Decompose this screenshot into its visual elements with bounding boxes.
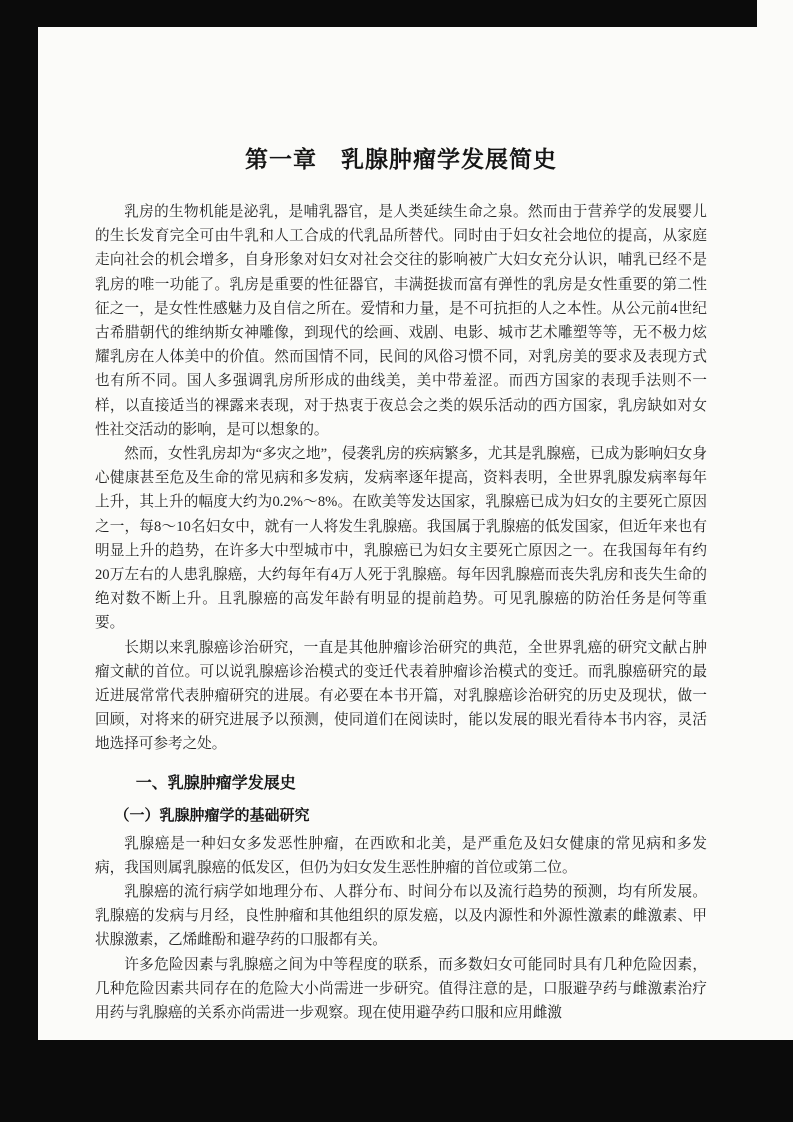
scan-corner-notch	[757, 0, 793, 27]
body-paragraph-1: 乳房的生物机能是泌乳，是哺乳器官，是人类延续生命之泉。然而由于营养学的发展婴儿的生长发育完全可由牛乳和人工合成的代乳品所替代。同时由于妇女社会地位的提高，从家庭走向社会的机会增多，自身形象对妇女对社会交往的影响被广大妇女充分认识，哺乳已经不是乳房的唯一功能了。乳房是重要的性征器官，丰满挺拔而富有弹性的乳房是女性重要的第二性征之一，是女性性感魅力及自信之所在。爱情和力量，是不可抗拒的人之本性。从公元前4世纪古希腊朝代的维纳斯女神雕像，到现代的绘画、戏剧、电影、城市艺术雕塑等等，无不极力炫耀乳房在人体美中的价值。然而国情不同，民间的风俗习惯不同，对乳房美的要求及表现方式也有所不同。国人多强调乳房所形成的曲线美，美中带羞涩。而西方国家的表现手法则不一样，以直接适当的裸露来表现，对于热衷于夜总会之类的娱乐活动的西方国家，乳房缺如对女性社交活动的影响，是可以想象的。	[95, 204, 707, 438]
body-paragraph-5: 乳腺癌的流行病学如地理分布、人群分布、时间分布以及流行趋势的预测，均有所发展。乳腺癌的发病与月经，良性肿瘤和其他组织的原发癌，以及内源性和外源性激素的雌激素、甲状腺激素，乙烯雌酚和避孕药的口服都有关。	[95, 884, 707, 949]
book-page	[38, 27, 793, 1040]
body-paragraph-6: 许多危险因素与乳腺癌之间为中等程度的联系，而多数妇女可能同时具有几种危险因素，几种危险因素共同存在的危险大小尚需进一步研究。值得注意的是，口服避孕药与雌激素治疗用药与乳腺癌的关系亦尚需进一步观察。现在使用避孕药口服和应用雌激	[95, 956, 707, 1022]
page-content	[95, 27, 707, 1025]
subsection-heading: （一）乳腺肿瘤学的基础研究	[114, 807, 310, 824]
body-paragraph-3: 长期以来乳腺癌诊治研究，一直是其他肿瘤诊治研究的典范，全世界乳癌的研究文献占肿瘤文献的首位。可以说乳腺癌诊治模式的变迁代表着肿瘤诊治模式的变迁。而乳腺癌研究的最近进展常常代表肿瘤研究的进展。有必要在本书开篇，对乳腺癌诊治研究的历史及现状，做一回顾，对将来的研究进展予以预测，使同道们在阅读时，能以发展的眼光看待本书内容，灵活地选择可参考之处。	[95, 639, 707, 753]
body-paragraph-4: 乳腺癌是一种妇女多发恶性肿瘤，在西欧和北美，是严重危及妇女健康的常见病和多发病，我国则属乳腺癌的低发区，但仍为妇女发生恶性肿瘤的首位或第二位。	[95, 835, 707, 876]
chapter-title: 第一章 乳腺肿瘤学发展简史	[245, 147, 557, 172]
body-paragraph-2: 然而，女性乳房却为“多灾之地”，侵袭乳房的疾病繁多，尤其是乳腺癌，已成为影响妇女身心健康甚至危及生命的常见病和多发病，发病率逐年提高，资料表明，全世界乳腺发病率每年上升，其上升的幅度大约为0.2%～8%。在欧美等发达国家，乳腺癌已成为妇女的主要死亡原因之一，每8～10名妇女中，就有一人将发生乳腺癌。我国属于乳腺癌的低发国家，但近年来也有明显上升的趋势，在许多大中型城市中，乳腺癌已为妇女主要死亡原因之一。在我国每年有约20万左右的人患乳腺癌，大约每年有4万人死于乳腺癌。每年因乳腺癌而丧失乳房和丧失生命的绝对数不断上升。且乳腺癌的高发年龄有明显的提前趋势。可见乳腺癌的防治任务是何等重要。	[95, 446, 707, 632]
section-heading: 一、乳腺肿瘤学发展史	[135, 774, 296, 792]
